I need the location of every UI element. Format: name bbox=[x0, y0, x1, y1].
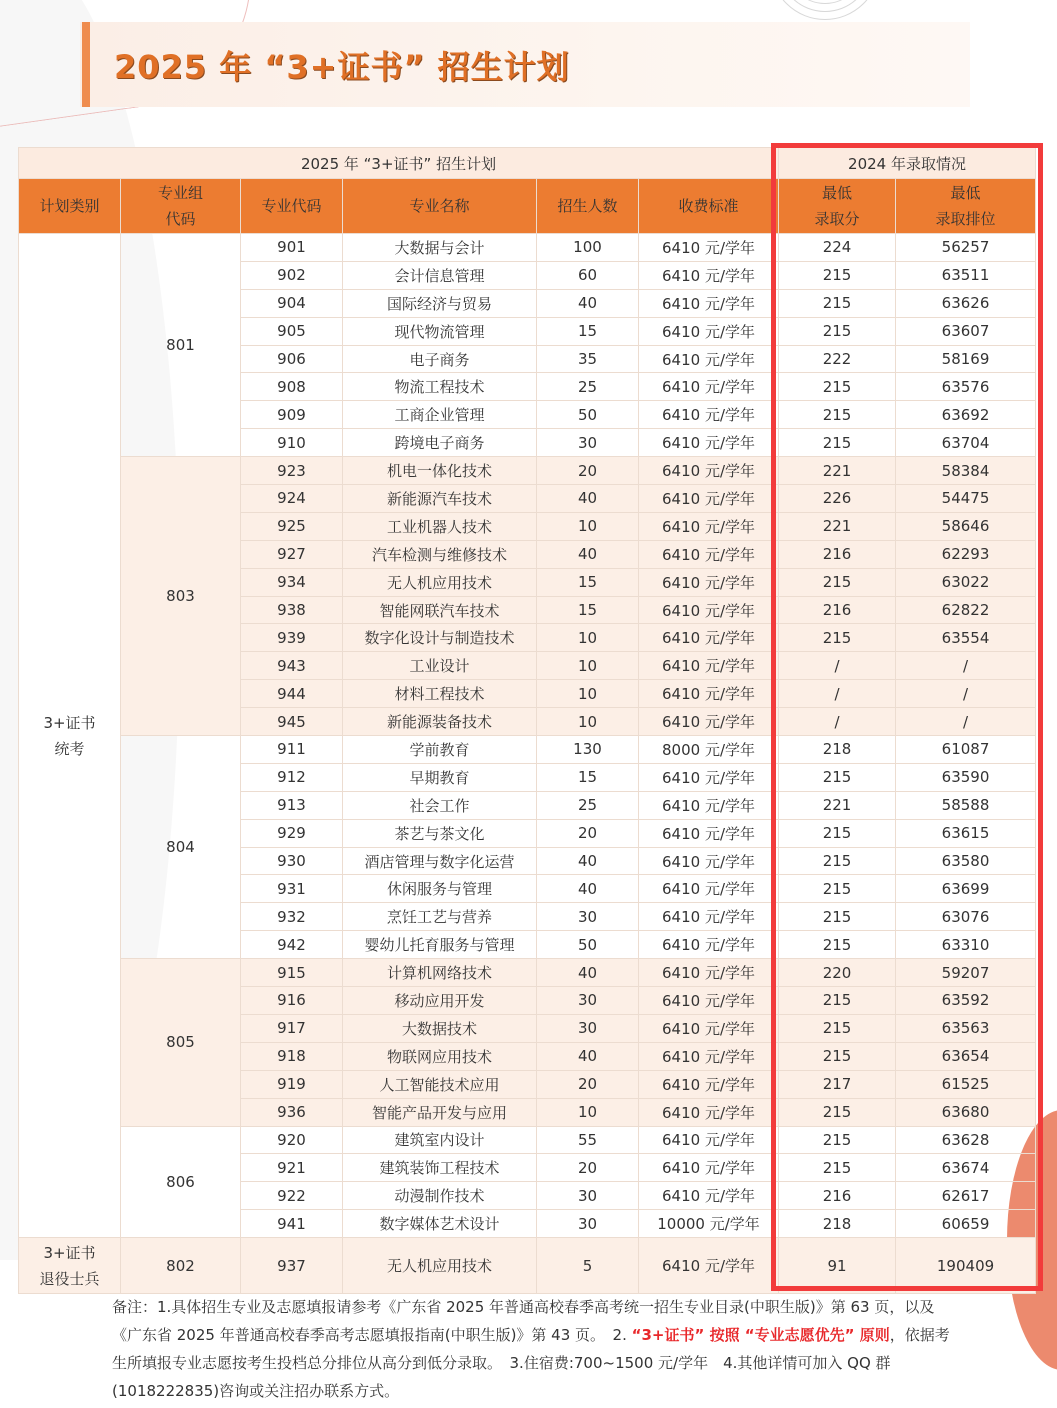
fee-cell: 6410 元/学年 bbox=[639, 847, 779, 875]
enrollment-cell: 20 bbox=[537, 819, 639, 847]
major-code-cell: 925 bbox=[241, 512, 343, 540]
major-name-cell: 数字媒体艺术设计 bbox=[343, 1210, 537, 1238]
min-score-cell: 216 bbox=[779, 540, 896, 568]
min-score-cell: 215 bbox=[779, 261, 896, 289]
min-rank-cell: 63554 bbox=[896, 624, 1036, 652]
min-rank-cell: 63563 bbox=[896, 1014, 1036, 1042]
min-score-cell: 217 bbox=[779, 1070, 896, 1098]
enrollment-plan-table bbox=[18, 147, 1036, 1294]
fee-cell: 6410 元/学年 bbox=[639, 680, 779, 708]
major-name-cell: 物联网应用技术 bbox=[343, 1042, 537, 1070]
min-score-cell: 215 bbox=[779, 624, 896, 652]
fee-cell: 6410 元/学年 bbox=[639, 1070, 779, 1098]
enrollment-cell: 15 bbox=[537, 317, 639, 345]
major-name-cell: 电子商务 bbox=[343, 345, 537, 373]
major-code-cell: 942 bbox=[241, 931, 343, 959]
min-rank-cell: 63704 bbox=[896, 429, 1036, 457]
major-name-cell: 休闲服务与管理 bbox=[343, 875, 537, 903]
major-code-cell: 929 bbox=[241, 819, 343, 847]
fee-cell: 6410 元/学年 bbox=[639, 234, 779, 262]
major-code-cell: 922 bbox=[241, 1182, 343, 1210]
min-rank-cell: 63626 bbox=[896, 289, 1036, 317]
major-name-cell: 建筑室内设计 bbox=[343, 1126, 537, 1154]
group-code-cell: 802 bbox=[121, 1238, 241, 1294]
fee-cell: 6410 元/学年 bbox=[639, 763, 779, 791]
major-code-cell: 932 bbox=[241, 903, 343, 931]
major-name-cell: 茶艺与茶文化 bbox=[343, 819, 537, 847]
enrollment-cell: 40 bbox=[537, 1042, 639, 1070]
min-rank-cell: / bbox=[896, 708, 1036, 736]
note-highlight: “3+证书” 按照 “专业志愿优先” 原则 bbox=[631, 1326, 890, 1344]
min-score-cell: 215 bbox=[779, 903, 896, 931]
enrollment-cell: 130 bbox=[537, 736, 639, 764]
enrollment-cell: 15 bbox=[537, 596, 639, 624]
major-code-cell: 923 bbox=[241, 457, 343, 485]
enrollment-cell: 40 bbox=[537, 540, 639, 568]
min-rank-cell: 56257 bbox=[896, 234, 1036, 262]
min-score-cell: 220 bbox=[779, 959, 896, 987]
min-score-cell: 215 bbox=[779, 568, 896, 596]
major-name-cell: 计算机网络技术 bbox=[343, 959, 537, 987]
major-code-cell: 916 bbox=[241, 987, 343, 1015]
enrollment-cell: 20 bbox=[537, 457, 639, 485]
enrollment-cell: 25 bbox=[537, 791, 639, 819]
fee-cell: 6410 元/学年 bbox=[639, 512, 779, 540]
major-code-cell: 934 bbox=[241, 568, 343, 596]
major-name-cell: 新能源装备技术 bbox=[343, 708, 537, 736]
fee-cell: 6410 元/学年 bbox=[639, 373, 779, 401]
fee-cell: 10000 元/学年 bbox=[639, 1210, 779, 1238]
fee-cell: 6410 元/学年 bbox=[639, 568, 779, 596]
note-text-2: ，依据考生所填报专业志愿按考生投档总分排位从高分到低分录取。 3.住宿费:700~1500 元/学年 4.其他详情可加入 QQ 群(1018222835)咨询或关注招办联系方式。 bbox=[112, 1326, 950, 1400]
major-name-cell: 国际经济与贸易 bbox=[343, 289, 537, 317]
col-header-min-rank: 最低 录取排位 bbox=[896, 179, 1036, 234]
min-score-cell: 215 bbox=[779, 875, 896, 903]
min-rank-cell: 58384 bbox=[896, 457, 1036, 485]
major-code-cell: 924 bbox=[241, 485, 343, 513]
major-code-cell: 909 bbox=[241, 401, 343, 429]
min-rank-cell: 58588 bbox=[896, 791, 1036, 819]
major-code-cell: 917 bbox=[241, 1014, 343, 1042]
major-code-cell: 927 bbox=[241, 540, 343, 568]
major-code-cell: 904 bbox=[241, 289, 343, 317]
group-header-plan: 2025 年 “3+证书” 招生计划 bbox=[19, 148, 779, 179]
fee-cell: 6410 元/学年 bbox=[639, 1098, 779, 1126]
min-score-cell: 215 bbox=[779, 847, 896, 875]
col-header-major-name: 专业名称 bbox=[343, 179, 537, 234]
major-code-cell: 910 bbox=[241, 429, 343, 457]
major-code-cell: 913 bbox=[241, 791, 343, 819]
min-rank-cell: 63576 bbox=[896, 373, 1036, 401]
major-name-cell: 现代物流管理 bbox=[343, 317, 537, 345]
enrollment-cell: 35 bbox=[537, 345, 639, 373]
fee-cell: 6410 元/学年 bbox=[639, 345, 779, 373]
footnotes bbox=[112, 1293, 952, 1405]
min-rank-cell: 63628 bbox=[896, 1126, 1036, 1154]
min-score-cell: 215 bbox=[779, 1126, 896, 1154]
min-rank-cell: / bbox=[896, 652, 1036, 680]
group-code-cell: 806 bbox=[121, 1126, 241, 1238]
min-score-cell: 222 bbox=[779, 345, 896, 373]
enrollment-cell: 10 bbox=[537, 708, 639, 736]
enrollment-cell: 55 bbox=[537, 1126, 639, 1154]
min-score-cell: 215 bbox=[779, 401, 896, 429]
major-name-cell: 汽车检测与维修技术 bbox=[343, 540, 537, 568]
group-code-cell: 801 bbox=[121, 234, 241, 457]
fee-cell: 6410 元/学年 bbox=[639, 1042, 779, 1070]
min-score-cell: 221 bbox=[779, 791, 896, 819]
group-code-cell: 805 bbox=[121, 959, 241, 1126]
min-score-cell: 215 bbox=[779, 1042, 896, 1070]
min-score-cell: 215 bbox=[779, 317, 896, 345]
major-code-cell: 921 bbox=[241, 1154, 343, 1182]
enrollment-cell: 10 bbox=[537, 512, 639, 540]
page-title: 2025 年 “3+证书” 招生计划 bbox=[114, 48, 570, 86]
min-score-cell: 215 bbox=[779, 1014, 896, 1042]
enrollment-cell: 20 bbox=[537, 1070, 639, 1098]
min-rank-cell: 63654 bbox=[896, 1042, 1036, 1070]
enrollment-cell: 10 bbox=[537, 1098, 639, 1126]
major-name-cell: 社会工作 bbox=[343, 791, 537, 819]
enrollment-cell: 60 bbox=[537, 261, 639, 289]
major-name-cell: 材料工程技术 bbox=[343, 680, 537, 708]
min-rank-cell: 63022 bbox=[896, 568, 1036, 596]
major-code-cell: 941 bbox=[241, 1210, 343, 1238]
min-rank-cell: 59207 bbox=[896, 959, 1036, 987]
fee-cell: 6410 元/学年 bbox=[639, 1126, 779, 1154]
min-rank-cell: 62822 bbox=[896, 596, 1036, 624]
fee-cell: 6410 元/学年 bbox=[639, 708, 779, 736]
min-score-cell: 218 bbox=[779, 1210, 896, 1238]
col-header-group-code: 专业组 代码 bbox=[121, 179, 241, 234]
min-rank-cell: 60659 bbox=[896, 1210, 1036, 1238]
min-rank-cell: 63310 bbox=[896, 931, 1036, 959]
major-code-cell: 920 bbox=[241, 1126, 343, 1154]
major-name-cell: 跨境电子商务 bbox=[343, 429, 537, 457]
min-score-cell: 215 bbox=[779, 763, 896, 791]
fee-cell: 6410 元/学年 bbox=[639, 875, 779, 903]
min-score-cell: 221 bbox=[779, 512, 896, 540]
major-name-cell: 工业设计 bbox=[343, 652, 537, 680]
major-code-cell: 906 bbox=[241, 345, 343, 373]
group-header-history: 2024 年录取情况 bbox=[779, 148, 1036, 179]
fee-cell: 6410 元/学年 bbox=[639, 987, 779, 1015]
major-code-cell: 902 bbox=[241, 261, 343, 289]
min-score-cell: 221 bbox=[779, 457, 896, 485]
major-code-cell: 908 bbox=[241, 373, 343, 401]
col-header-major-code: 专业代码 bbox=[241, 179, 343, 234]
min-score-cell: 215 bbox=[779, 987, 896, 1015]
min-score-cell: 226 bbox=[779, 485, 896, 513]
min-rank-cell: 63692 bbox=[896, 401, 1036, 429]
enrollment-cell: 30 bbox=[537, 429, 639, 457]
min-score-cell: 215 bbox=[779, 1154, 896, 1182]
min-rank-cell: 63607 bbox=[896, 317, 1036, 345]
enrollment-cell: 40 bbox=[537, 875, 639, 903]
min-rank-cell: 54475 bbox=[896, 485, 1036, 513]
table-row bbox=[19, 1126, 1036, 1154]
enrollment-cell: 10 bbox=[537, 680, 639, 708]
note-text-1: 备注：1.具体招生专业及志愿填报请参考《广东省 2025 年普通高校春季高考统一招生专业目录(中职生版)》第 63 页，以及《广东省 2025 年普通高校春季高考志愿填报指南(中职生版)》第 43 页。 2. bbox=[112, 1298, 935, 1344]
major-name-cell: 人工智能技术应用 bbox=[343, 1070, 537, 1098]
min-score-cell: 91 bbox=[779, 1238, 896, 1294]
fee-cell: 6410 元/学年 bbox=[639, 1154, 779, 1182]
enrollment-cell: 50 bbox=[537, 401, 639, 429]
background-rings-decoration bbox=[770, 0, 880, 20]
major-name-cell: 无人机应用技术 bbox=[343, 568, 537, 596]
table-row bbox=[19, 959, 1036, 987]
fee-cell: 6410 元/学年 bbox=[639, 401, 779, 429]
min-score-cell: 215 bbox=[779, 931, 896, 959]
major-code-cell: 938 bbox=[241, 596, 343, 624]
major-name-cell: 早期教育 bbox=[343, 763, 537, 791]
enrollment-cell: 20 bbox=[537, 1154, 639, 1182]
fee-cell: 6410 元/学年 bbox=[639, 457, 779, 485]
fee-cell: 8000 元/学年 bbox=[639, 736, 779, 764]
col-header-category: 计划类别 bbox=[19, 179, 121, 234]
enrollment-cell: 100 bbox=[537, 234, 639, 262]
major-name-cell: 酒店管理与数字化运营 bbox=[343, 847, 537, 875]
min-rank-cell: 190409 bbox=[896, 1238, 1036, 1294]
enrollment-cell: 30 bbox=[537, 987, 639, 1015]
enrollment-cell: 30 bbox=[537, 903, 639, 931]
min-score-cell: / bbox=[779, 680, 896, 708]
major-code-cell: 905 bbox=[241, 317, 343, 345]
min-rank-cell: 63076 bbox=[896, 903, 1036, 931]
table-row bbox=[19, 736, 1036, 764]
enrollment-cell: 40 bbox=[537, 289, 639, 317]
enrollment-cell: 25 bbox=[537, 373, 639, 401]
major-name-cell: 物流工程技术 bbox=[343, 373, 537, 401]
min-score-cell: 215 bbox=[779, 429, 896, 457]
major-code-cell: 931 bbox=[241, 875, 343, 903]
major-code-cell: 943 bbox=[241, 652, 343, 680]
category-cell: 3+证书 退役士兵 bbox=[19, 1238, 121, 1294]
enrollment-cell: 30 bbox=[537, 1182, 639, 1210]
enrollment-cell: 30 bbox=[537, 1210, 639, 1238]
fee-cell: 6410 元/学年 bbox=[639, 791, 779, 819]
major-name-cell: 工业机器人技术 bbox=[343, 512, 537, 540]
fee-cell: 6410 元/学年 bbox=[639, 261, 779, 289]
min-rank-cell: 63580 bbox=[896, 847, 1036, 875]
title-accent-bar bbox=[82, 22, 90, 107]
major-name-cell: 无人机应用技术 bbox=[343, 1238, 537, 1294]
min-rank-cell: 58169 bbox=[896, 345, 1036, 373]
major-code-cell: 911 bbox=[241, 736, 343, 764]
enrollment-cell: 15 bbox=[537, 763, 639, 791]
fee-cell: 6410 元/学年 bbox=[639, 624, 779, 652]
fee-cell: 6410 元/学年 bbox=[639, 652, 779, 680]
min-rank-cell: 62293 bbox=[896, 540, 1036, 568]
major-code-cell: 939 bbox=[241, 624, 343, 652]
major-name-cell: 大数据技术 bbox=[343, 1014, 537, 1042]
major-name-cell: 机电一体化技术 bbox=[343, 457, 537, 485]
major-name-cell: 动漫制作技术 bbox=[343, 1182, 537, 1210]
fee-cell: 6410 元/学年 bbox=[639, 1182, 779, 1210]
min-rank-cell: 62617 bbox=[896, 1182, 1036, 1210]
min-score-cell: 216 bbox=[779, 596, 896, 624]
min-rank-cell: 58646 bbox=[896, 512, 1036, 540]
major-name-cell: 会计信息管理 bbox=[343, 261, 537, 289]
major-name-cell: 智能产品开发与应用 bbox=[343, 1098, 537, 1126]
min-rank-cell: 63699 bbox=[896, 875, 1036, 903]
enrollment-cell: 40 bbox=[537, 959, 639, 987]
major-name-cell: 数字化设计与制造技术 bbox=[343, 624, 537, 652]
min-rank-cell: / bbox=[896, 680, 1036, 708]
major-name-cell: 大数据与会计 bbox=[343, 234, 537, 262]
major-code-cell: 918 bbox=[241, 1042, 343, 1070]
major-code-cell: 901 bbox=[241, 234, 343, 262]
major-name-cell: 移动应用开发 bbox=[343, 987, 537, 1015]
fee-cell: 6410 元/学年 bbox=[639, 289, 779, 317]
major-code-cell: 915 bbox=[241, 959, 343, 987]
fee-cell: 6410 元/学年 bbox=[639, 819, 779, 847]
table-row bbox=[19, 457, 1036, 485]
fee-cell: 6410 元/学年 bbox=[639, 485, 779, 513]
fee-cell: 6410 元/学年 bbox=[639, 903, 779, 931]
min-score-cell: 215 bbox=[779, 373, 896, 401]
fee-cell: 6410 元/学年 bbox=[639, 540, 779, 568]
major-name-cell: 烹饪工艺与营养 bbox=[343, 903, 537, 931]
major-name-cell: 工商企业管理 bbox=[343, 401, 537, 429]
min-rank-cell: 63590 bbox=[896, 763, 1036, 791]
fee-cell: 6410 元/学年 bbox=[639, 1238, 779, 1294]
enrollment-cell: 40 bbox=[537, 847, 639, 875]
fee-cell: 6410 元/学年 bbox=[639, 596, 779, 624]
group-code-cell: 804 bbox=[121, 736, 241, 959]
major-code-cell: 936 bbox=[241, 1098, 343, 1126]
min-rank-cell: 63680 bbox=[896, 1098, 1036, 1126]
enrollment-cell: 40 bbox=[537, 485, 639, 513]
fee-cell: 6410 元/学年 bbox=[639, 317, 779, 345]
min-score-cell: 215 bbox=[779, 819, 896, 847]
col-header-enrollment: 招生人数 bbox=[537, 179, 639, 234]
min-rank-cell: 63674 bbox=[896, 1154, 1036, 1182]
min-score-cell: 215 bbox=[779, 289, 896, 317]
min-rank-cell: 63615 bbox=[896, 819, 1036, 847]
enrollment-cell: 5 bbox=[537, 1238, 639, 1294]
major-code-cell: 944 bbox=[241, 680, 343, 708]
major-name-cell: 智能网联汽车技术 bbox=[343, 596, 537, 624]
major-code-cell: 919 bbox=[241, 1070, 343, 1098]
table-row bbox=[19, 234, 1036, 262]
min-score-cell: 218 bbox=[779, 736, 896, 764]
major-code-cell: 937 bbox=[241, 1238, 343, 1294]
major-name-cell: 建筑装饰工程技术 bbox=[343, 1154, 537, 1182]
enrollment-cell: 10 bbox=[537, 624, 639, 652]
major-code-cell: 930 bbox=[241, 847, 343, 875]
table-row bbox=[19, 1238, 1036, 1294]
major-name-cell: 新能源汽车技术 bbox=[343, 485, 537, 513]
min-rank-cell: 63511 bbox=[896, 261, 1036, 289]
min-rank-cell: 61087 bbox=[896, 736, 1036, 764]
major-name-cell: 婴幼儿托育服务与管理 bbox=[343, 931, 537, 959]
min-score-cell: 215 bbox=[779, 1098, 896, 1126]
enrollment-cell: 15 bbox=[537, 568, 639, 596]
col-header-min-score: 最低 录取分 bbox=[779, 179, 896, 234]
fee-cell: 6410 元/学年 bbox=[639, 931, 779, 959]
col-header-fee: 收费标准 bbox=[639, 179, 779, 234]
min-score-cell: / bbox=[779, 652, 896, 680]
min-rank-cell: 63592 bbox=[896, 987, 1036, 1015]
min-score-cell: 224 bbox=[779, 234, 896, 262]
category-cell: 3+证书 统考 bbox=[19, 234, 121, 1238]
major-name-cell: 学前教育 bbox=[343, 736, 537, 764]
enrollment-cell: 10 bbox=[537, 652, 639, 680]
min-score-cell: 216 bbox=[779, 1182, 896, 1210]
min-score-cell: / bbox=[779, 708, 896, 736]
enrollment-cell: 30 bbox=[537, 1014, 639, 1042]
fee-cell: 6410 元/学年 bbox=[639, 959, 779, 987]
fee-cell: 6410 元/学年 bbox=[639, 1014, 779, 1042]
major-code-cell: 912 bbox=[241, 763, 343, 791]
fee-cell: 6410 元/学年 bbox=[639, 429, 779, 457]
min-rank-cell: 61525 bbox=[896, 1070, 1036, 1098]
enrollment-cell: 50 bbox=[537, 931, 639, 959]
group-code-cell: 803 bbox=[121, 457, 241, 736]
major-code-cell: 945 bbox=[241, 708, 343, 736]
